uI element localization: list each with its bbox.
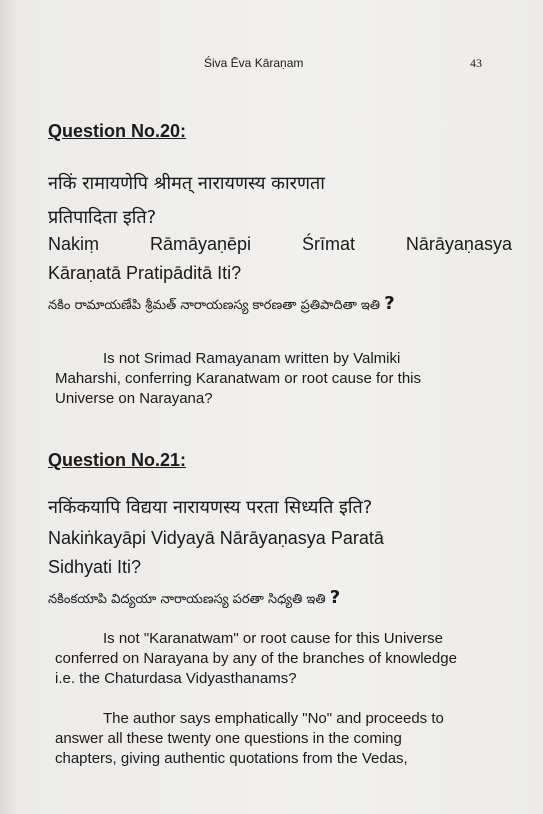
translit-word: Rāmāyaṇēpi [149, 234, 252, 254]
question-20-devanagari-line-2: प्रतिपादिता इति? [48, 207, 157, 228]
paragraph-line: Is not "Karanatwam" or root cause for this Universe [103, 630, 443, 647]
closing-paragraph [55, 709, 505, 769]
paragraph-line: Universe on Narayana? [55, 390, 213, 407]
paragraph-line: i.e. the Chaturdasa Vidyasthanams? [55, 670, 297, 687]
paragraph-line: The author says emphatically "No" and proceeds to [103, 710, 444, 727]
running-title: Śiva Ēva Kāraṇam [204, 56, 304, 70]
question-20-devanagari-line-1: नकिं रामायणेपि श्रीमत् नारायणस्य कारणता [48, 173, 325, 194]
translit-word: Nakiṃ [48, 234, 100, 254]
telugu-text: నకింకయాపి విద్యయా నారాయణస్య పరతా సిధ్యతి ఇతి [48, 592, 326, 607]
telugu-text: నకిం రామాయణేపి శ్రీమత్ నారాయణస్య కారణతా ప్రతిపాదితా ఇతి [48, 298, 381, 313]
question-mark: ? [329, 587, 341, 608]
translit-word: Śrīmat [301, 234, 355, 254]
question-21-telugu [48, 587, 340, 610]
question-21-transliteration-line-2: Sidhyati Iti? [48, 557, 142, 577]
question-21-heading: Question No.21: [48, 450, 187, 470]
paragraph-line: answer all these twenty one questions in the coming [55, 730, 402, 747]
paragraph-line: conferred on Narayana by any of the branches of knowledge [55, 650, 457, 667]
paragraph-line: chapters, giving authentic quotations from the Vedas, [55, 750, 408, 767]
question-21-transliteration-line-1: Nakiṅkayāpi Vidyayā Nārāyaṇasya Paratā [48, 528, 384, 548]
page-number: 43 [470, 56, 482, 70]
question-20-heading: Question No.20: [48, 121, 187, 141]
question-20-english [55, 349, 505, 409]
question-20-transliteration-line-2: Kāraṇatā Pratipāditā Iti? [48, 263, 242, 283]
question-21-devanagari: नकिंकयापि विद्यया नारायणस्य परता सिध्यति इति? [48, 497, 373, 518]
question-mark: ? [384, 293, 395, 314]
paragraph-line: Maharshi, conferring Karanatwam or root cause for this [55, 370, 421, 387]
paragraph-line: Is not Srimad Ramayanam written by Valmiki [103, 350, 401, 367]
question-20-transliteration-line-1 [48, 234, 512, 255]
translit-word: Nārāyaṇasya [405, 234, 512, 254]
question-21-english [55, 629, 505, 689]
question-20-telugu [48, 293, 395, 316]
